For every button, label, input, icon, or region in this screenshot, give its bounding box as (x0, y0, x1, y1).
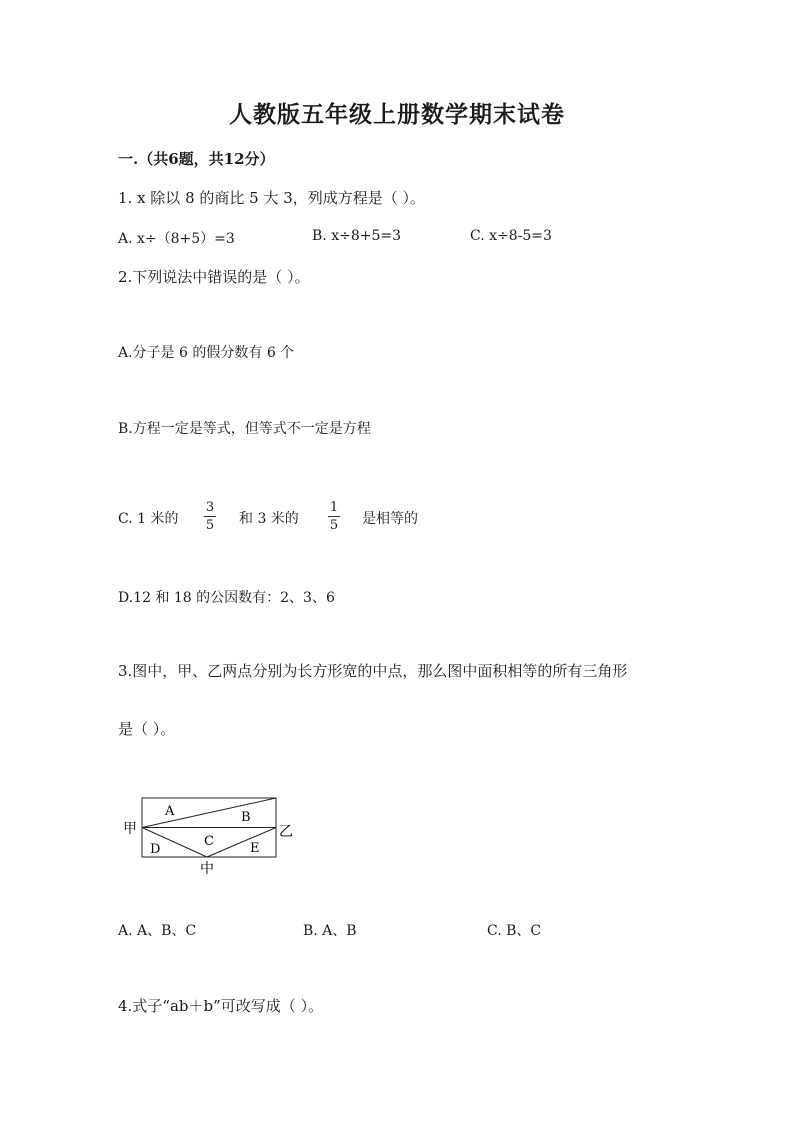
fraction-bar (328, 516, 340, 517)
q2-option-a: A.分子是 6 的假分数有 6 个 (118, 345, 295, 361)
q2-option-d: D.12 和 18 的公因数有：2、3、6 (118, 590, 335, 606)
label-region-c: C (204, 834, 214, 849)
label-region-d: D (150, 842, 161, 857)
q2-option-c-part1: C. 1 米的 (118, 511, 179, 527)
q2-option-c-part2: 和 3 米的 (239, 511, 299, 527)
q1-option-c: C. x÷8-5=3 (470, 228, 552, 244)
fraction-one-fifth (326, 500, 342, 533)
fraction-bar (204, 516, 216, 517)
q3-option-c: C. B、C (487, 923, 542, 939)
q4-stem: 4.式子“ab＋b”可改写成（ ）。 (118, 997, 324, 1015)
q3-option-b: B. A、B (303, 923, 357, 939)
fraction-numerator: 1 (329, 500, 339, 515)
q2-option-c-part3: 是相等的 (362, 511, 418, 527)
fraction-numerator: 3 (205, 500, 215, 515)
q3-stem-line1: 3.图中，甲、乙两点分别为长方形宽的中点，那么图中面积相等的所有三角形 (118, 662, 628, 680)
q3-option-a: A. A、B、C (118, 923, 197, 939)
label-jia: 甲 (123, 821, 137, 837)
section-heading: 一.（共6题，共12分） (118, 150, 275, 168)
q1-option-a: A. x÷（8+5）=3 (118, 231, 235, 247)
q1-option-b: B. x÷8+5=3 (312, 228, 401, 244)
line-zhong-to-yi (207, 828, 276, 858)
q2-option-b: B.方程一定是等式，但等式不一定是方程 (118, 421, 371, 437)
label-region-e: E (250, 841, 260, 856)
page-title: 人教版五年级上册数学期末试卷 (229, 101, 565, 128)
fraction-denominator: 5 (205, 518, 215, 533)
q1-stem: 1. x 除以 8 的商比 5 大 3，列成方程是（ ）。 (118, 189, 426, 207)
rectangle-triangle-figure (110, 788, 310, 880)
fraction-denominator: 5 (329, 518, 339, 533)
label-yi: 乙 (279, 824, 293, 840)
label-zhong: 中 (200, 861, 214, 877)
label-region-a: A (165, 804, 175, 819)
fraction-three-fifths (202, 500, 218, 533)
diagonal-to-corner (142, 798, 276, 828)
q3-stem-line2: 是（ ）。 (118, 720, 176, 738)
label-region-b: B (241, 810, 251, 825)
q2-stem: 2.下列说法中错误的是（ ）。 (118, 268, 310, 286)
